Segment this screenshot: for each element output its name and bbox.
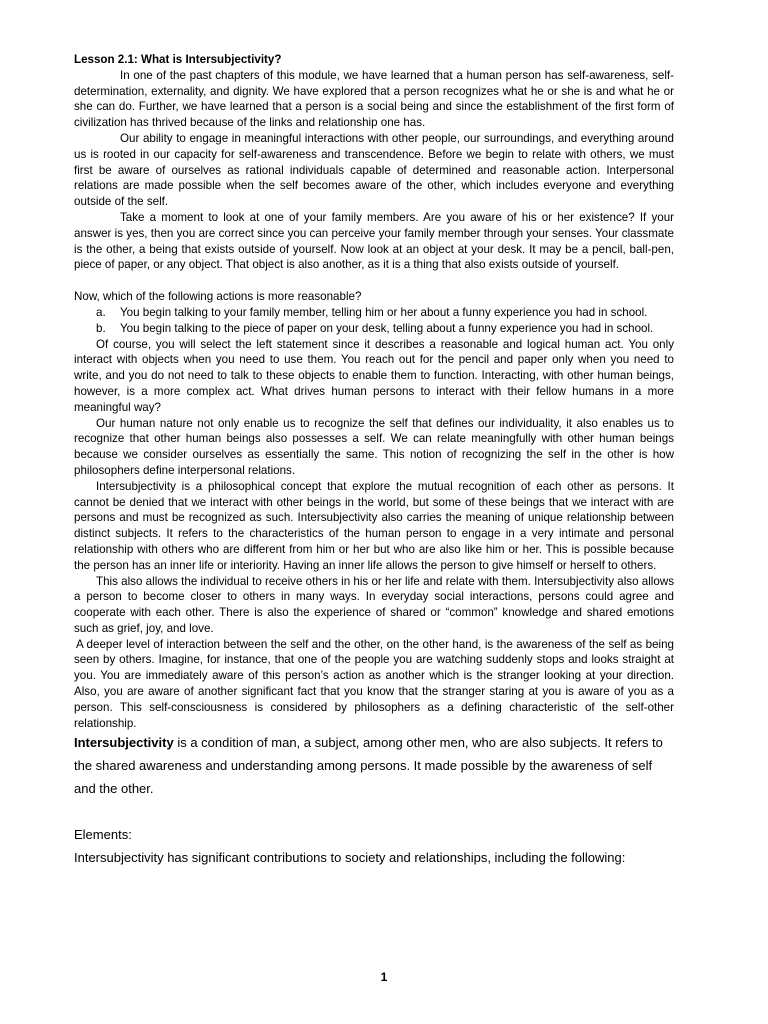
- paragraph: A deeper level of interaction between the self and the other, on the other hand, is the awareness of the self as being seen by others. Imagine, for instance, that one of the people you are watching suddenly stops and looks straight at you. You are immediately aware of this person’s action as another which is the stranger looking at your direction. Also, you are aware of another significant fact that you know that the stranger staring at you is aware of you as a person. This self-consciousness is considered by philosophers as a defining characteristic of the self-other relationship.: [74, 637, 674, 730]
- options-list: [74, 305, 674, 337]
- paragraph: Our ability to engage in meaningful interactions with other people, our surroundings, and everything around us is rooted in our capacity for self-awareness and transcendence. Before we begin to relate with others, we must first be aware of ourselves as rational individuals capable of determined and reasonable action. Interpersonal relations are made possible when the self becomes aware of the other, which includes everyone and everything outside of the self.: [74, 131, 674, 209]
- list-item: [74, 321, 674, 337]
- lesson-title: Lesson 2.1: What is Intersubjectivity?: [74, 53, 282, 66]
- question: Now, which of the following actions is more reasonable?: [74, 290, 362, 304]
- spacer: [74, 273, 674, 289]
- paragraph: Intersubjectivity is a philosophical concept that explore the mutual recognition of each other as persons. It cannot be denied that we interact with other beings in the world, but some of these beings that we interact with are persons and must be recognized as such. Intersubjectivity also carries the meaning of unique relationship between distinct subjects. It refers to the characteristics of the human person to engage in a very intimate and personal relationship with others who are different from him or her but who are also like him or her. This is possible because the person has an inner life or interiority. Having an inner life allows the person to give himself or herself to others.: [74, 479, 674, 572]
- list-item-text: You begin talking to your family member, telling him or her about a funny experience you had in school.: [120, 305, 648, 319]
- elements-intro: Intersubjectivity has significant contributions to society and relationships, including the following:: [74, 850, 626, 866]
- paragraph: This also allows the individual to receive others in his or her life and relate with them. Intersubjectivity also allows a person to become closer to others in many ways. In everyday social interactions, persons could agree and cooperate with each other. There is also the experience of shared or “common” knowledge and shared emotions such as grief, joy, and love.: [74, 574, 674, 635]
- list-marker: a.: [96, 305, 106, 319]
- list-item: [74, 305, 674, 321]
- paragraph: Take a moment to look at one of your family members. Are you aware of his or her existence? If your answer is yes, then you are correct since you can perceive your family member through your senses. Your classmate is the other, a being that exists outside of yourself. Now look at an object at your desk. It may be a pencil, ball-pen, piece of paper, or any object. That object is also another, as it is a thing that also exists outside of yourself.: [74, 210, 674, 272]
- paragraph: Our human nature not only enable us to recognize the self that defines our individuality, it also enables us to recognize that other human beings also possesses a self. We can relate meaningfully with other human beings because we consider ourselves as essentially the same. This notion of recognizing the self in the other is how philosophers define interpersonal relations.: [74, 416, 674, 477]
- definition: [74, 731, 674, 800]
- list-item-text: You begin talking to the piece of paper on your desk, telling about a funny experience you had in school.: [120, 321, 654, 335]
- definition-term: Intersubjectivity: [74, 735, 174, 751]
- elements-heading: Elements:: [74, 827, 132, 843]
- document-page: [74, 52, 674, 869]
- paragraph: In one of the past chapters of this module, we have learned that a human person has self-awareness, self-determination, externality, and dignity. We have explored that a person recognizes what he or she is and what he or she can do. Further, we have learned that a person is a social being and since the establishment of the first form of civilization has thrived because of the links and relationship one has.: [74, 68, 674, 130]
- spacer: [74, 800, 674, 823]
- paragraph: Of course, you will select the left statement since it describes a reasonable and logical human act. You only interact with objects when you need to use them. You reach out for the pencil and paper only when you need to write, and you do not need to talk to these objects to enable them to function. Interacting, with other human beings, however, is a more complex act. What drives human persons to interact with their fellow humans in a more meaningful way?: [74, 337, 674, 414]
- list-marker: b.: [96, 321, 106, 335]
- definition-text: is a condition of man, a subject, among other men, who are also subjects. It refers to the shared awareness and understanding among persons. It made possible by the awareness of self and the other.: [74, 735, 663, 797]
- page-number: 1: [380, 970, 388, 984]
